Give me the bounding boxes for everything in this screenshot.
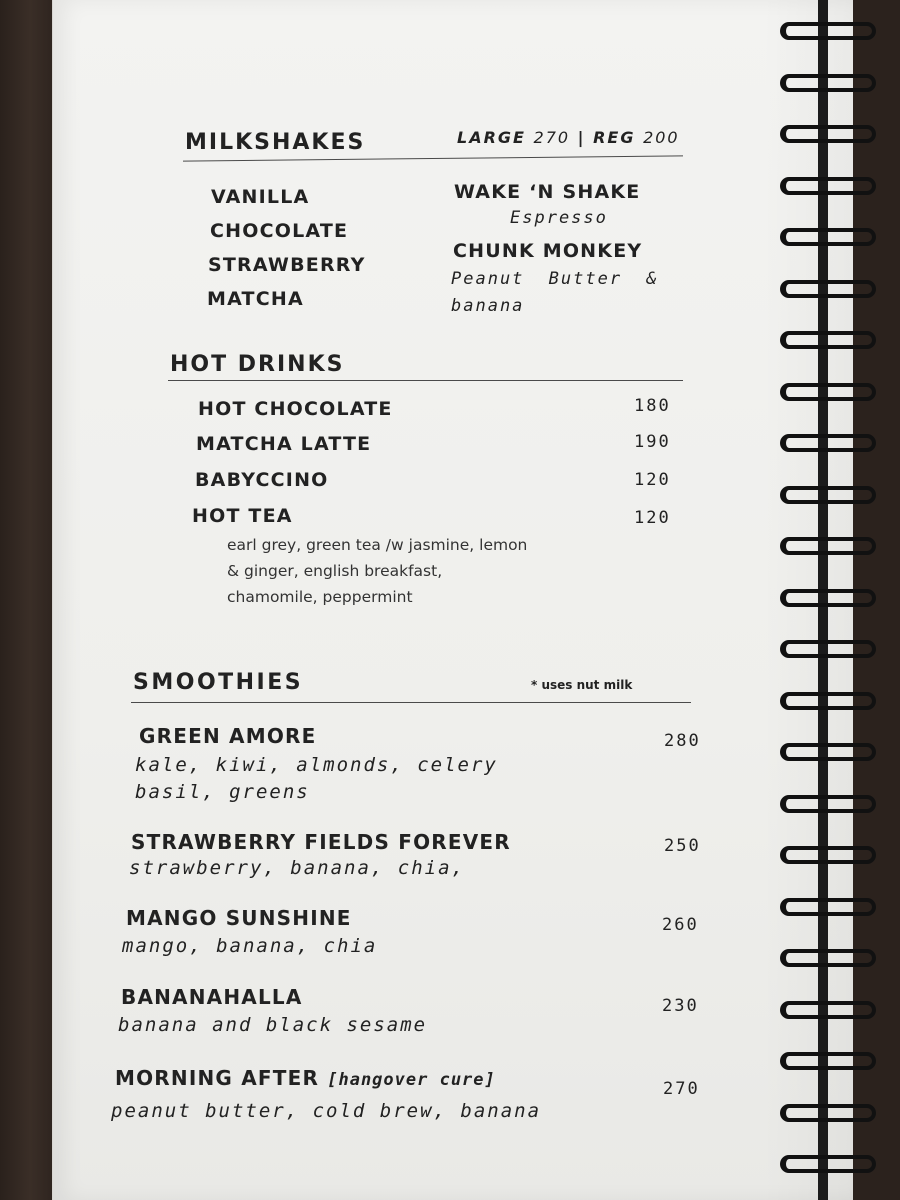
nut-milk-note: * uses nut milk [531, 678, 633, 692]
smoothie-price: 280 [664, 731, 701, 751]
section-title-milkshakes: MILKSHAKES [185, 130, 366, 155]
smoothie-tag: [hangover cure] [327, 1070, 496, 1090]
smoothie-description: mango, banana, chia [122, 935, 378, 957]
menu-page [52, 0, 853, 1200]
smoothie-price: 230 [662, 996, 699, 1016]
special-name-chunk-monkey: CHUNK MONKEY [453, 240, 643, 262]
smoothie-price: 260 [662, 915, 699, 935]
size-large-price: 270 [533, 128, 571, 147]
binding-coil [780, 228, 876, 246]
smoothie-description: strawberry, banana, chia, [129, 857, 465, 879]
binding-coil [780, 125, 876, 143]
binding-coil [780, 434, 876, 452]
binding-coil [780, 74, 876, 92]
binding-coil [780, 898, 876, 916]
smoothie-price: 250 [664, 836, 701, 856]
milkshake-flavor: MATCHA [207, 288, 304, 310]
smoothie-price: 270 [663, 1079, 700, 1099]
binding-coil [780, 795, 876, 813]
smoothie-name: GREEN AMORE [139, 724, 317, 748]
hot-drink-name: HOT TEA [192, 505, 293, 527]
special-desc-chunk-monkey: Peanut Butter & banana [451, 269, 659, 316]
milkshake-flavor: CHOCOLATE [210, 220, 349, 242]
section-title-smoothies: SMOOTHIES [133, 670, 304, 695]
size-separator: | [577, 128, 586, 147]
smoothie-description: banana and black sesame [118, 1014, 428, 1036]
hot-drink-price: 120 [634, 508, 671, 528]
hot-drink-name: BABYCCINO [195, 469, 329, 491]
smoothie-name: STRAWBERRY FIELDS FOREVER [131, 830, 511, 854]
binding-coil [780, 537, 876, 555]
binding-coil [780, 486, 876, 504]
hot-drink-name: MATCHA LATTE [196, 433, 372, 455]
binding-coil [780, 22, 876, 40]
hot-drink-price: 190 [634, 432, 671, 452]
size-reg-price: 200 [643, 128, 680, 147]
binding-coil [780, 1104, 876, 1122]
divider-milkshakes [183, 155, 683, 161]
binding-coil [780, 280, 876, 298]
hot-drink-price: 120 [634, 470, 671, 490]
binding-coil [780, 743, 876, 761]
smoothie-name: BANANAHALLA [121, 985, 303, 1009]
size-reg-label: REG [593, 128, 636, 147]
milkshake-flavor: VANILLA [211, 186, 310, 208]
binding-coil [780, 846, 876, 864]
special-desc-espresso: Espresso [510, 208, 608, 228]
hot-tea-description: earl grey, green tea /w jasmine, lemon & ginger, english breakfast, chamomile, peppermint [227, 536, 528, 606]
smoothie-name-text: MORNING AFTER [115, 1066, 320, 1090]
binding-coil [780, 640, 876, 658]
hot-drink-price: 180 [634, 396, 671, 416]
milkshake-flavor: STRAWBERRY [208, 254, 366, 276]
section-title-hot-drinks: HOT DRINKS [170, 352, 345, 377]
binding-coil [780, 949, 876, 967]
binding-coil [780, 589, 876, 607]
spiral-binding [760, 0, 900, 1200]
smoothie-name [115, 1066, 496, 1090]
binding-coil [780, 383, 876, 401]
smoothie-description: peanut butter, cold brew, banana [111, 1100, 542, 1122]
binding-coil [780, 692, 876, 710]
smoothie-description: kale, kiwi, almonds, celery basil, greens [135, 754, 498, 803]
binding-coil [780, 1001, 876, 1019]
milkshake-sizes [457, 128, 680, 147]
hot-drink-name: HOT CHOCOLATE [198, 398, 393, 420]
binding-coil [780, 1052, 876, 1070]
divider-hot-drinks [168, 380, 683, 381]
divider-smoothies [131, 702, 691, 703]
size-large-label: LARGE [457, 128, 526, 147]
binding-coil [780, 1155, 876, 1173]
binding-coil [780, 177, 876, 195]
smoothie-name: MANGO SUNSHINE [126, 906, 352, 930]
special-name-wake-n-shake: WAKE ‘N SHAKE [454, 181, 641, 203]
binding-coil [780, 331, 876, 349]
